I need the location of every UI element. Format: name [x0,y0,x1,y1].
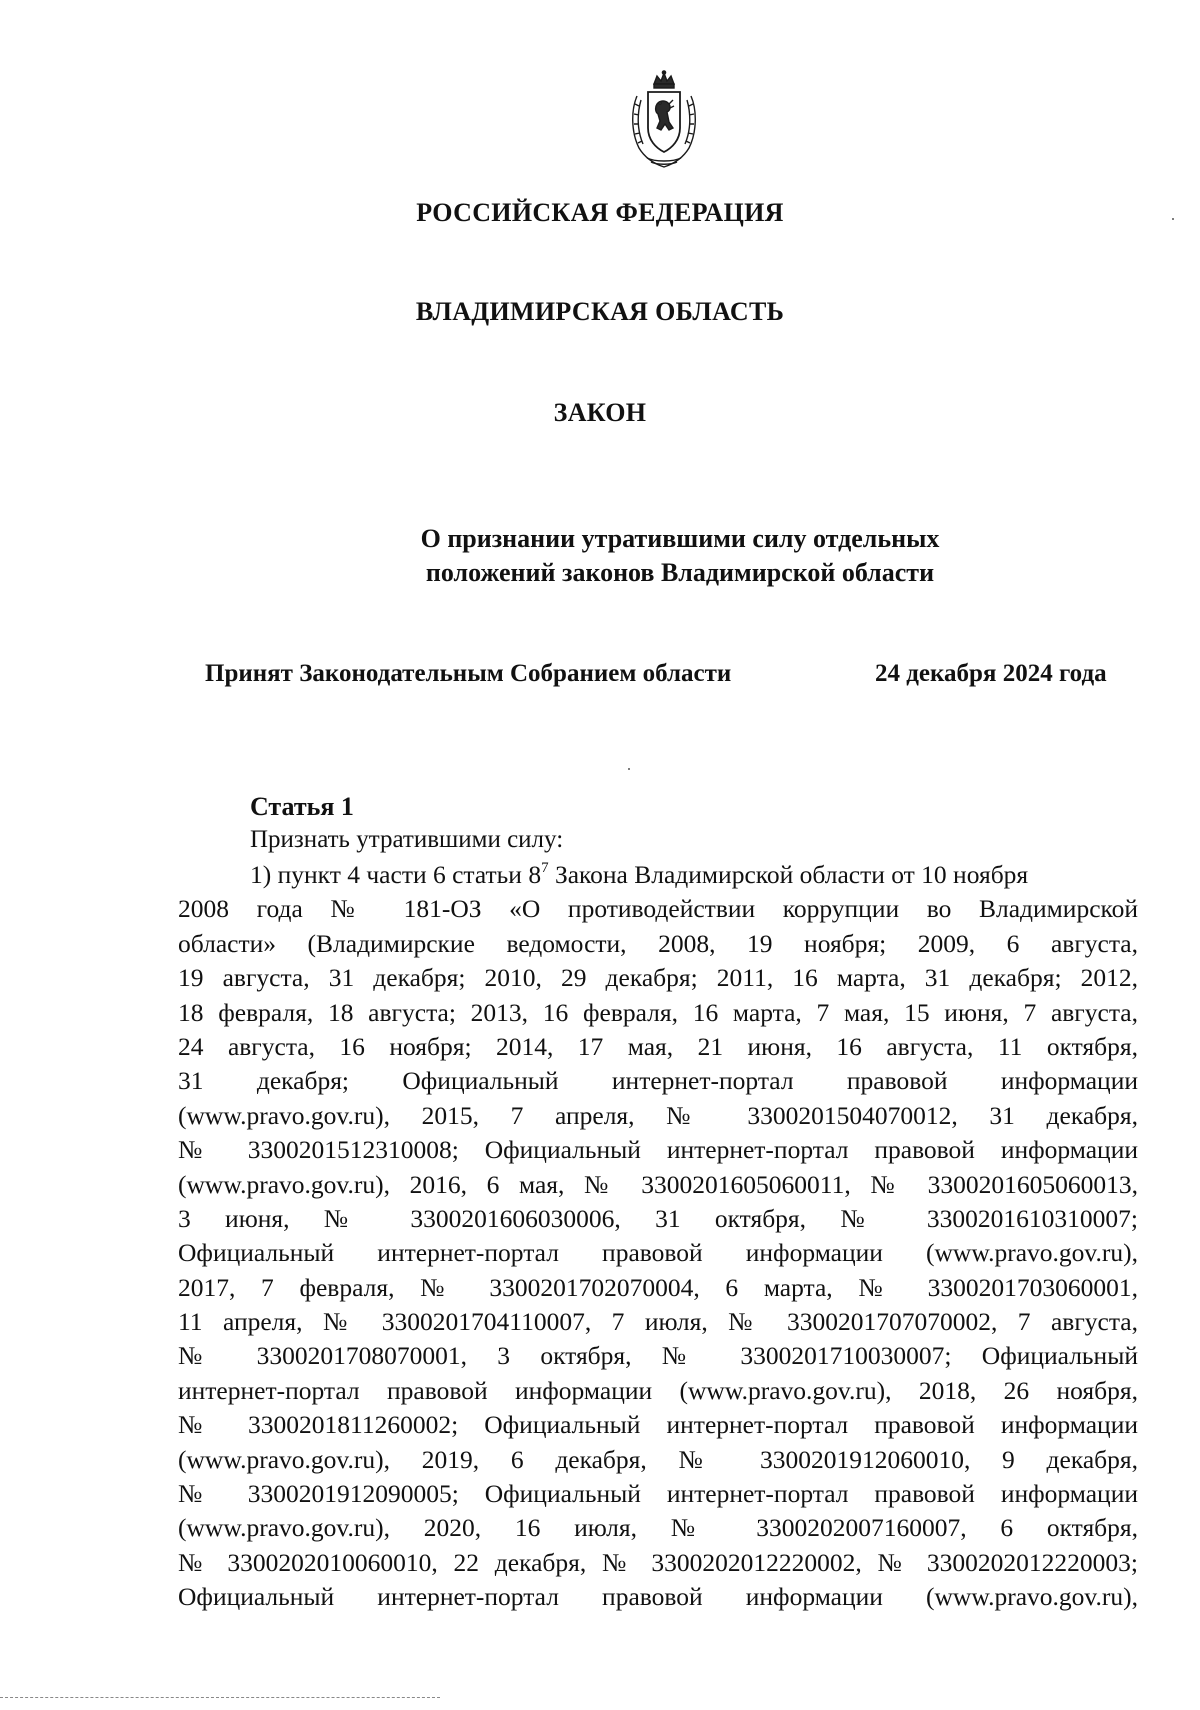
body-line: 31 декабря; Официальный интернет-портал правовой информации [178,1066,1138,1096]
body-line: Официальный интернет-портал правовой информации (www.pravo.gov.ru), [178,1238,1138,1268]
law-title-line: О признании утратившими силу отдельных [420,524,940,553]
article-intro: Признать утратившими силу: [250,826,564,853]
scan-speck [628,768,630,770]
body-line: 11 апреля, № 3300201704110007, 7 июля, № 3300201707070002, 7 августа, [178,1307,1138,1337]
body-line: № 3300201811260002; Официальный интернет-портал правовой информации [178,1410,1138,1440]
adoption-label: Принят Законодательным Собранием области [205,660,732,687]
scan-speck [1172,218,1174,220]
body-line: 19 августа, 31 декабря; 2010, 29 декабря; 2011, 16 марта, 31 декабря; 2012, [178,963,1138,993]
coat-of-arms-icon [627,70,701,170]
body-line: № 3300201912090005; Официальный интернет-портал правовой информации [178,1479,1138,1509]
body-line: № 3300202010060010, 22 декабря, № 3300202012220002, № 3300202012220003; [178,1547,1138,1577]
body-line: интернет-портал правовой информации (www.pravo.gov.ru), 2018, 26 ноября, [178,1375,1138,1405]
law-title [380,522,980,590]
item-text-rest: Закона Владимирской области от 10 ноября [548,860,1029,889]
body-line: (www.pravo.gov.ru), 2020, 16 июля, № 3300202007160007, 6 октября, [178,1513,1138,1543]
law-title-line: положений законов Владимирской области [425,558,935,587]
article-body [178,858,1138,1615]
body-line: (www.pravo.gov.ru), 2019, 6 декабря, № 3300201912060010, 9 декабря, [178,1444,1138,1474]
document-type-heading: ЗАКОН [553,398,647,427]
country-heading: РОССИЙСКАЯ ФЕДЕРАЦИЯ [416,198,784,227]
body-line: 24 августа, 16 ноября; 2014, 17 мая, 21 июня, 16 августа, 11 октября, [178,1031,1138,1061]
body-line: 2008 года № 181-ОЗ «О противодействии коррупции во Владимирской [178,894,1138,924]
body-line: 2017, 7 февраля, № 3300201702070004, 6 марта, № 3300201703060001, [178,1272,1138,1302]
body-line: (www.pravo.gov.ru), 2016, 6 мая, № 3300201605060011, № 3300201605060013, [178,1169,1138,1199]
region-heading: ВЛАДИМИРСКАЯ ОБЛАСТЬ [415,297,785,326]
article-item-first-line [178,858,1138,892]
article-heading: Статья 1 [250,792,354,821]
body-line: 3 июня, № 3300201606030006, 31 октября, № 3300201610310007; [178,1203,1138,1233]
body-line: Официальный интернет-портал правовой информации (www.pravo.gov.ru), [178,1582,1138,1612]
body-line: области» (Владимирские ведомости, 2008, 19 ноября; 2009, 6 августа, [178,928,1138,958]
superscript: 7 [541,860,549,876]
body-line: 18 февраля, 18 августа; 2013, 16 февраля, 16 марта, 7 мая, 15 июня, 7 августа, [178,997,1138,1027]
adoption-date: 24 декабря 2024 года [875,660,1107,687]
body-line: (www.pravo.gov.ru), 2015, 7 апреля, № 3300201504070012, 31 декабря, [178,1100,1138,1130]
body-line: № 3300201708070001, 3 октября, № 3300201710030007; Официальный [178,1341,1138,1371]
body-line: № 3300201512310008; Официальный интернет-портал правовой информации [178,1135,1138,1165]
item-text-start: 1) пункт 4 части 6 статьи 8 [250,860,542,889]
page-bottom-rule [0,1697,440,1698]
